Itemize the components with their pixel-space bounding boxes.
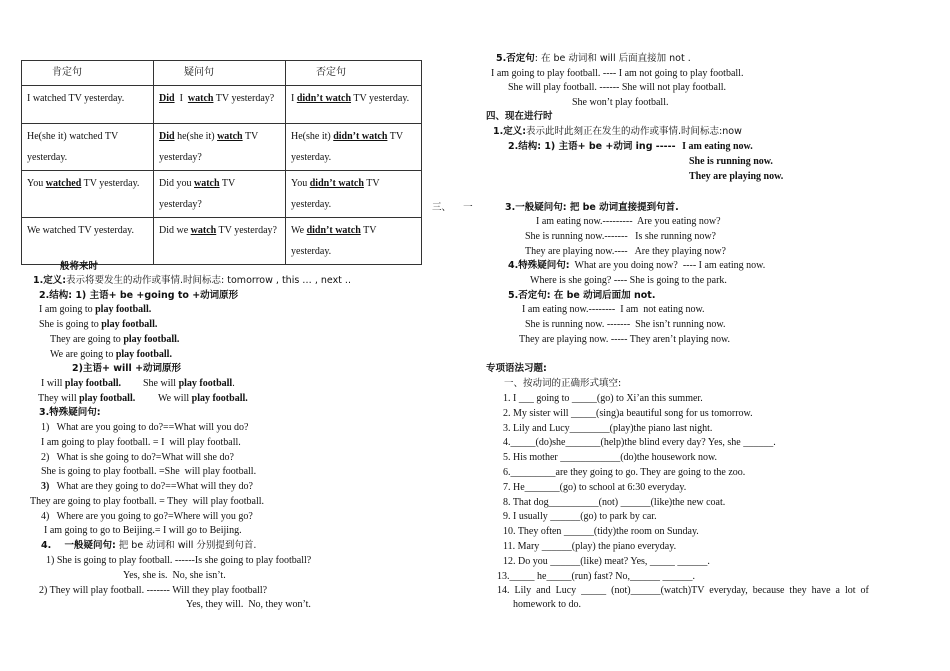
table-row <box>22 218 422 265</box>
future-tense-title: 般将来时 <box>60 261 99 272</box>
progressive-special-question: 4.特殊疑问句: What are you doing now? ---- I am eating now. <box>508 260 766 271</box>
table-row <box>22 171 422 218</box>
example-line: I am going to play football. ---- I am not going to play football. <box>491 68 744 79</box>
section-marker: 三、 一 <box>432 202 473 213</box>
example-line: 3) What are they going to do?==What will they do? <box>41 481 253 492</box>
future-structure-1: 2.结构: 1) 主语+ be +going to +动词原形 <box>39 290 239 301</box>
example-line: 2) They will play football. ------- Will they play football? <box>39 585 268 596</box>
table-cell: You didn’t watch TV yesterday. <box>286 171 422 218</box>
example-line: They are playing now.---- Are they playing now? <box>525 246 726 257</box>
example-line: I am going to play football. = I will play football. <box>41 437 241 448</box>
example-line: We will play football. <box>158 393 248 404</box>
example-line: She is running now. <box>689 156 773 167</box>
example-line: She is running now. ------- She isn’t running now. <box>525 319 726 330</box>
exercises-subtitle: 一、按动词的正确形式填空: <box>504 378 622 389</box>
table-cell: I watched TV yesterday. <box>22 86 154 124</box>
table-cell: We watched TV yesterday. <box>22 218 154 265</box>
example-line: I am eating now.-------- I am not eating now. <box>522 304 705 315</box>
example-line: I am going to play football. <box>39 304 152 315</box>
example-line: They are going to play football. <box>50 334 180 345</box>
example-line: They are playing now. <box>689 171 784 182</box>
example-line: Where is she going? ---- She is going to the park. <box>530 275 727 286</box>
exercise-item: 6._________are they going to go. They are going to the zoo. <box>503 467 746 478</box>
exercises-title: 专项语法习题: <box>486 363 547 374</box>
exercise-item: 11. Mary ______(play) the piano everyday. <box>503 541 677 552</box>
exercise-item: 1. I ___ going to _____(go) to Xi’an this summer. <box>503 393 703 404</box>
exercise-item: 14. Lily and Lucy _____ (not)______(watch)TV everyday, because they have a lot of <box>497 585 869 596</box>
example-line: 4) Where are you going to go?=Where will you go? <box>41 511 253 522</box>
example-line: 1) She is going to play football. ------Is she going to play football? <box>46 555 312 566</box>
past-tense-table <box>21 60 422 265</box>
example-line: She is going to play football. =She will play football. <box>41 466 257 477</box>
negative-rule: 5.否定句: 在 be 动词和 will 后面直接加 not . <box>496 53 691 64</box>
example-line: I am going to go to Beijing.= I will go to Beijing. <box>44 525 242 536</box>
table-header-row <box>22 61 422 86</box>
example-line: We are going to play football. <box>50 349 172 360</box>
progressive-general-title: 3.一般疑问句: 把 be 动词直接提到句首. <box>505 202 679 213</box>
example-line: They are going to play football. = They will play football. <box>30 496 265 507</box>
table-row <box>22 124 422 171</box>
table-cell: Did I watch TV yesterday? <box>154 86 286 124</box>
example-line: They will play football. <box>38 393 136 404</box>
exercise-item: 8. That dog__________(not) ______(like)the new coat. <box>503 496 726 508</box>
exercise-item: 10. They often ______(tidy)the room on Sunday. <box>503 526 699 538</box>
example-line: She will play football. <box>143 378 235 389</box>
future-definition: 1.定义:表示将要发生的动作或事情.时间标志: tomorrow , this … , next .. <box>33 275 351 286</box>
example-line: I am eating now.--------- Are you eating now? <box>536 216 721 227</box>
table-cell: Did we watch TV yesterday? <box>154 218 286 265</box>
example-line: Yes, they will. No, they won’t. <box>186 599 311 610</box>
exercise-item: 7. He_______(go) to school at 6:30 everyday. <box>503 481 687 493</box>
special-question-title: 3.特殊疑问句: <box>39 407 101 418</box>
header-negative: 否定句 <box>286 61 422 86</box>
exercise-item: 9. I usually ______(go) to park by car. <box>503 511 657 523</box>
example-line: She is going to play football. <box>39 319 158 330</box>
exercise-item: 5. His mother ____________(do)the housework now. <box>503 452 718 464</box>
table-cell: I didn’t watch TV yesterday. <box>286 86 422 124</box>
header-affirmative: 肯定句 <box>22 61 154 86</box>
progressive-structure: 2.结构: 1) 主语+ be +动词 ing ----- I am eating now. <box>508 141 753 152</box>
example-line: 2) What is she going to do?=What will she do? <box>41 452 234 463</box>
exercise-item: 3. Lily and Lucy________(play)the piano last night. <box>503 422 713 434</box>
table-cell: Did you watch TV yesterday? <box>154 171 286 218</box>
exercise-item: homework to do. <box>513 599 582 610</box>
table-cell: We didn’t watch TV yesterday. <box>286 218 422 265</box>
exercise-item: 13._____ he_____(run) fast? No,______ ______. <box>497 570 696 582</box>
progressive-negative-title: 5.否定句: 在 be 动词后面加 not. <box>508 290 656 301</box>
table-row <box>22 86 422 124</box>
example-line: She will play football. ------ She will not play football. <box>508 82 727 93</box>
example-line: They are playing now. ----- They aren’t playing now. <box>519 334 731 345</box>
header-interrogative: 疑问句 <box>154 61 286 86</box>
exercise-item: 12. Do you ______(like) meat? Yes, _____ ______. <box>503 555 710 567</box>
exercise-item: 4._____(do)she_______(help)the blind every day? Yes, she ______. <box>503 437 776 449</box>
table-cell: He(she it) watched TV yesterday. <box>22 124 154 171</box>
table-cell: He(she it) didn’t watch TV yesterday. <box>286 124 422 171</box>
progressive-definition: 1.定义:表示此时此刻正在发生的动作或事情.时间标志:now <box>493 126 742 137</box>
example-line: 1) What are you going to do?==What will you do? <box>41 422 249 433</box>
table-cell: Did he(she it) watch TV yesterday? <box>154 124 286 171</box>
exercise-item: 2. My sister will _____(sing)a beautiful song for us tomorrow. <box>503 407 753 419</box>
example-line: She is running now.------- Is she running now? <box>525 231 716 242</box>
progressive-title: 四、现在进行时 <box>486 111 553 122</box>
example-line: I will play football. <box>41 378 122 389</box>
example-line: Yes, she is. No, she isn’t. <box>123 570 226 581</box>
table-cell: You watched TV yesterday. <box>22 171 154 218</box>
example-line: She won’t play football. <box>572 97 669 108</box>
general-question-title: 4. 一般疑问句: 把 be 动词和 will 分别提到句首. <box>41 540 257 551</box>
future-structure-2: 2)主语+ will +动词原形 <box>72 363 182 374</box>
